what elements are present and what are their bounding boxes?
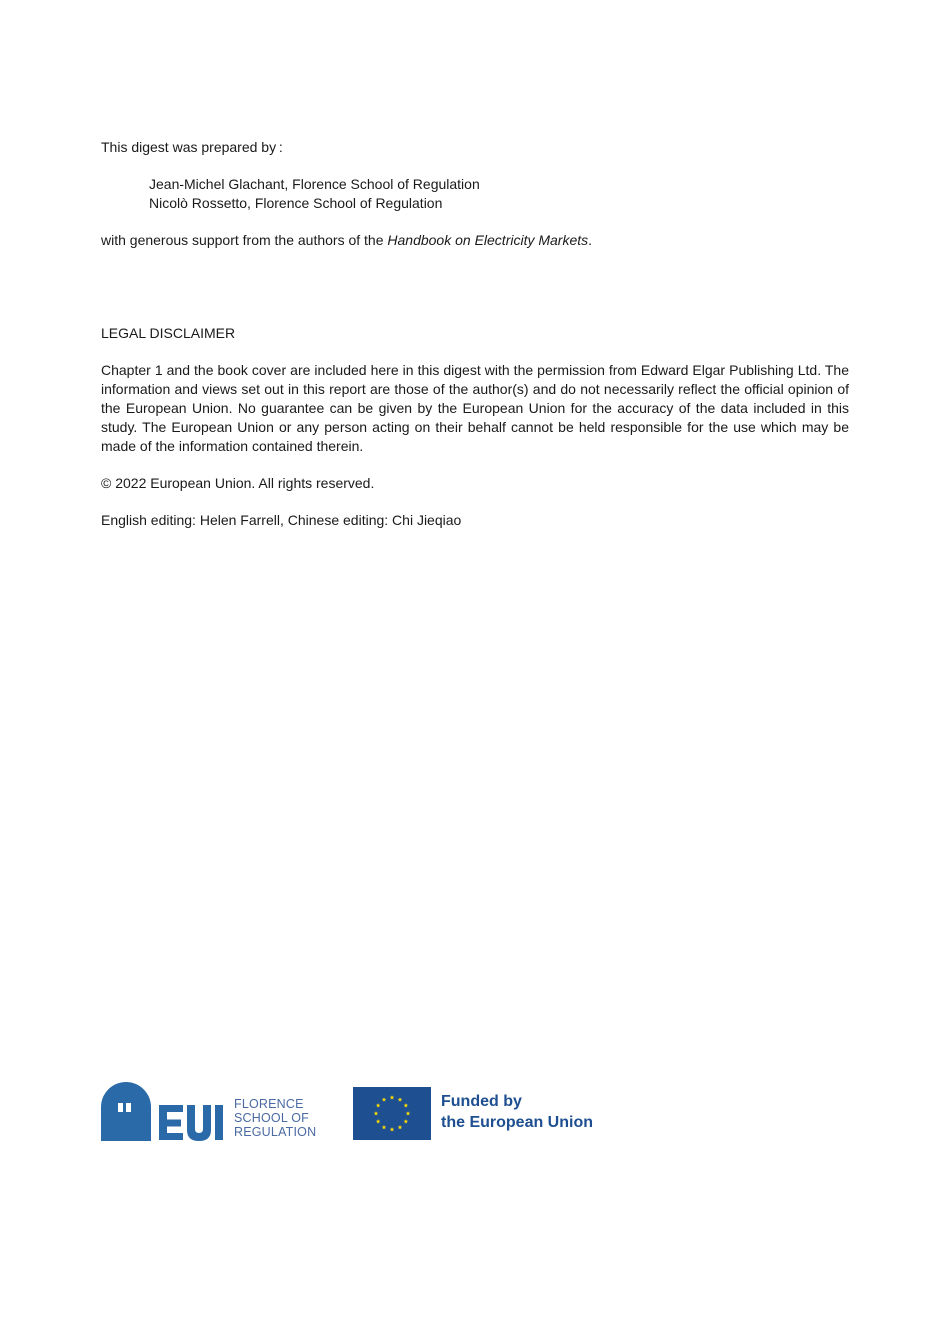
- author-item: Nicolò Rossetto, Florence School of Regulation: [149, 195, 443, 211]
- legal-disclaimer-heading: LEGAL DISCLAIMER: [101, 325, 236, 341]
- funded-by-eu-logo: [353, 1087, 621, 1141]
- legal-disclaimer-body: Chapter 1 and the book cover are included here in this digest with the permission from Edward Elgar Publishing Ltd. The information and views set out in this report are those of the author(s) and do not necessarily reflect the official opinion of the European Union. No guarantee can be given by the European Union for the accuracy of the data included in this study. The European Union or any person acting on their behalf cannot be held responsible for the use which may be made of the information contained therein.: [101, 362, 849, 454]
- document-page: [101, 138, 849, 530]
- copyright-notice: © 2022 European Union. All rights reserved.: [101, 475, 375, 491]
- eui-fsr-wordmark: FLORENCE SCHOOL OF REGULATION: [234, 1097, 317, 1139]
- support-prefix: with generous support from the authors of the: [101, 232, 388, 248]
- support-line: [101, 231, 849, 250]
- eui-fsr-logo: [101, 1081, 317, 1143]
- prepared-by-line: This digest was prepared by :: [101, 139, 283, 155]
- author-list: [149, 175, 849, 213]
- author-item: Jean-Michel Glachant, Florence School of Regulation: [149, 176, 480, 192]
- eui-logo-mark: [101, 1081, 229, 1143]
- footer-logos: [101, 1081, 621, 1143]
- funded-by-text: Funded by the European Union: [441, 1093, 593, 1131]
- support-suffix: .: [588, 232, 593, 248]
- eu-flag-icon: [353, 1087, 431, 1140]
- book-title: Handbook on Electricity Markets: [387, 232, 589, 248]
- editing-credits: English editing: Helen Farrell, Chinese editing: Chi Jieqiao: [101, 512, 462, 528]
